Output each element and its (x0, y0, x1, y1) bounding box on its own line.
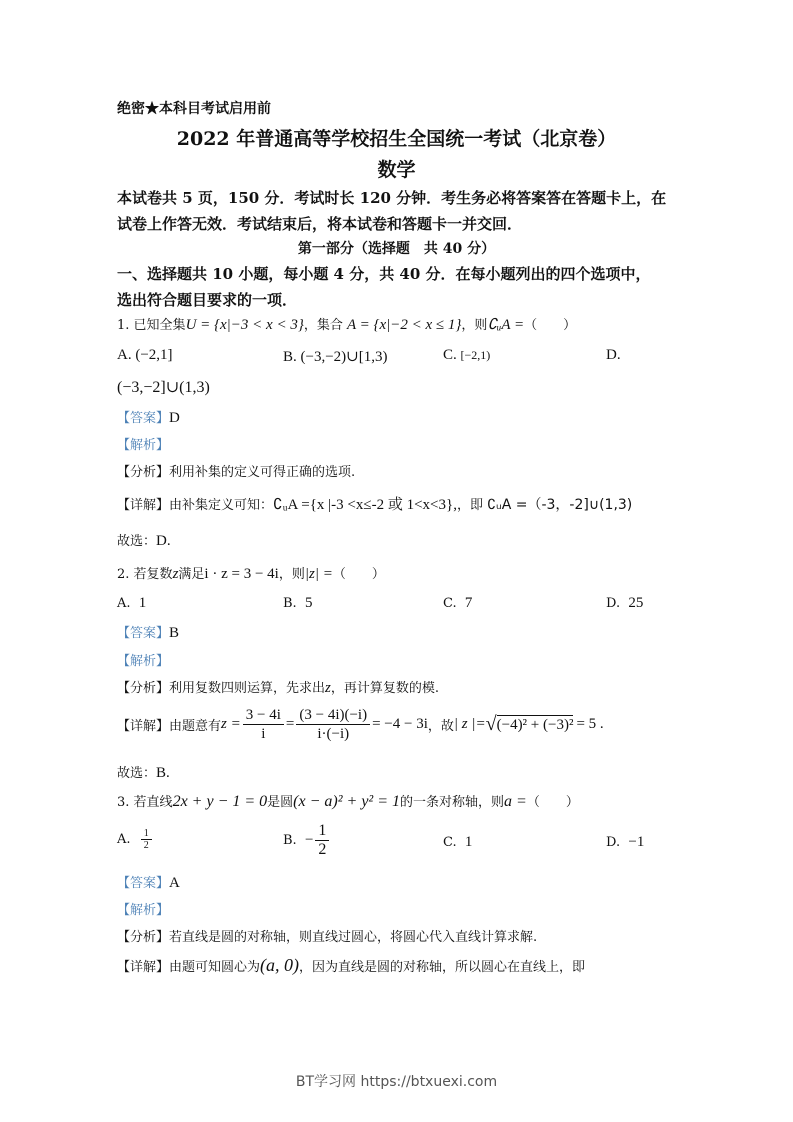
exam-title: 2022 年普通高等学校招生全国统一考试（北京卷） (176, 128, 617, 150)
fraction-numerator: (3 − 4i)(−i) (296, 706, 370, 725)
fenxi-row (117, 461, 355, 480)
stem-text: 的一条对称轴，则 (400, 795, 505, 810)
option-key: B. (283, 596, 297, 611)
answer-paren: （ ） (526, 795, 579, 810)
fenxi-text: 利用补集的定义可得正确的选项. (169, 465, 356, 480)
analysis-label: 【解析】 (117, 438, 170, 453)
choose-value: B. (156, 765, 170, 781)
line-equation: 2x + y − 1 = 0 (172, 793, 268, 810)
instructions-line-2: 试卷上作答无效．考试结束后，将本试卷和答题卡一并交回． (117, 215, 523, 233)
option-c (443, 595, 472, 612)
option-key: D. (606, 596, 621, 611)
fenxi-label: 【分析】 (117, 930, 170, 945)
option-key: B. (283, 833, 297, 848)
modulus-expr: | z |= (453, 716, 486, 732)
fraction-denominator: i (261, 726, 266, 742)
stem-text: ，则 (278, 567, 305, 582)
part-title: 第一部分（选择题 共 40 分） (297, 241, 496, 257)
circle-equation: (x − a)² + y² = 1 (293, 793, 401, 810)
question-number: 1. (117, 318, 130, 333)
option-value: −1 (628, 834, 645, 850)
circle-center-expr: (a, 0) (260, 955, 300, 975)
answer-paren: （ ） (524, 318, 577, 333)
option-value: (−3,−2)∪[1,3) (300, 349, 388, 365)
answer-label: 【答案】 (117, 411, 170, 426)
variable-a: a = (504, 793, 527, 810)
set-a-expr: A = {x|−2 < x ≤ 1} (346, 317, 462, 333)
option-c (443, 834, 472, 851)
question-3-stem (117, 791, 579, 811)
detail-text: ，故 (427, 719, 454, 734)
detail-text: ，即 (456, 498, 483, 513)
fenxi-label: 【分析】 (117, 681, 170, 696)
option-fraction (141, 828, 152, 851)
option-b (283, 347, 387, 366)
answer-paren: （ ） (332, 567, 385, 582)
fraction-1 (243, 706, 284, 743)
question-2-stem (117, 563, 385, 583)
option-value: 7 (464, 595, 473, 611)
answer-row (117, 872, 180, 892)
detail-row: 【详解】 由题意有 z = $\frac{3 - 4i}{i}$ = $\frac{(3 - 4i)(-i)}{i\cdot(-i)}$ = −4 − 3i ，故 | z |= √ (−4)² + (−3)² = 5 . (117, 707, 604, 742)
sqrt-body: (−4)² + (−3)² (496, 717, 574, 733)
variable-z: z = (221, 716, 241, 732)
result-expr: = −4 − 3i (372, 716, 428, 732)
fraction-denominator: 2 (143, 840, 149, 851)
detail-text: 由补集定义可知： (169, 498, 274, 513)
fraction-denominator: i·(−i) (317, 726, 350, 742)
fraction-numerator: 3 − 4i (243, 706, 284, 725)
option-c (443, 347, 490, 364)
detail-row (117, 493, 632, 514)
fenxi-text: ，再计算复数的模. (330, 681, 440, 696)
answer-row (117, 407, 180, 427)
option-d-key: D. (606, 347, 621, 363)
detail-text: ，因为直线是圆的对称轴，所以圆心在直线上，即 (299, 960, 586, 975)
answer-label: 【答案】 (117, 626, 170, 641)
option-key: C. (443, 835, 457, 850)
question-1-stem (117, 314, 576, 334)
option-d (606, 834, 644, 851)
question-number: 2. (117, 567, 130, 582)
option-a (117, 595, 146, 612)
stem-text: 已知全集 (133, 318, 186, 333)
option-value: 5 (304, 595, 313, 611)
option-key: C. (443, 347, 457, 363)
section-line-1: 一、选择题共 10 小题，每小题 4 分，共 40 分．在每小题列出的四个选项中， (117, 265, 651, 283)
modulus-expr: |z| = (304, 566, 333, 582)
option-b (283, 595, 312, 612)
final-result: = 5 . (576, 716, 604, 732)
answer-value: A (169, 875, 180, 891)
stem-text: ，则 (461, 318, 488, 333)
option-value: [−2,1) (460, 348, 491, 362)
answer-value: D (169, 410, 180, 426)
section-line-2: 选出符合题目要求的一项． (117, 291, 298, 309)
option-key: A. (117, 596, 131, 611)
variable-z: z (172, 566, 179, 582)
fenxi-text: 利用复数四则运算，先求出 (169, 681, 326, 696)
option-d (606, 595, 643, 612)
option-a (117, 347, 173, 364)
option-value: (−2,1] (135, 347, 173, 363)
choose-label: 故选： (117, 534, 157, 549)
footer-watermark: BT学习网 https://btxuexi.com (295, 1074, 498, 1090)
stem-text: 满足 (178, 567, 205, 582)
option-key: D. (606, 835, 621, 850)
detail-expr-2: ∁ᵤA =（-3，-2]∪(1,3) (487, 497, 633, 513)
confidential-notice: 绝密★本科目考试启用前 (117, 101, 271, 117)
option-fraction (315, 822, 329, 859)
choose-row (117, 530, 171, 550)
choose-label: 故选： (117, 766, 157, 781)
option-key: B. (283, 349, 297, 365)
detail-text: 由题可知圆心为 (169, 960, 261, 975)
option-d-value: (−3,−2]∪(1,3) (117, 379, 210, 396)
stem-text: 若直线 (133, 795, 173, 810)
question-number: 3. (117, 795, 130, 810)
option-sign: − (304, 832, 314, 848)
variable-z: z (325, 680, 331, 696)
option-value: 25 (628, 595, 644, 611)
option-value: 1 (464, 834, 473, 850)
fenxi-label: 【分析】 (117, 465, 170, 480)
fraction-denominator: 2 (318, 841, 327, 858)
fraction-2 (296, 706, 370, 743)
detail-expr-1: ∁ᵤA ={x |-3 <x≤-2 或 1<x<3}, (273, 497, 457, 513)
option-key: C. (443, 596, 457, 611)
fraction-numerator: 1 (315, 822, 329, 841)
option-a (117, 828, 154, 851)
detail-label: 【详解】 (117, 719, 170, 734)
answer-label: 【答案】 (117, 876, 170, 891)
option-value: 1 (138, 595, 147, 611)
option-b (283, 822, 331, 859)
option-key: A. (117, 347, 132, 363)
analysis-label: 【解析】 (117, 903, 170, 918)
stem-text: 是圆 (267, 795, 294, 810)
set-u-expr: U = {x|−3 < x < 3} (185, 317, 304, 333)
choose-value: D. (156, 533, 171, 549)
option-key: A. (117, 832, 131, 847)
complement-expr: ∁ᵤA = (487, 317, 525, 333)
fenxi-row (117, 677, 439, 697)
instructions-line-1: 本试卷共 5 页，150 分．考试时长 120 分钟．考生务必将答案答在答题卡上，在 (117, 189, 667, 207)
answer-row (117, 622, 179, 642)
detail-label: 【详解】 (117, 960, 170, 975)
stem-text: 若复数 (133, 567, 173, 582)
detail-label: 【详解】 (117, 498, 170, 513)
answer-value: B (169, 625, 180, 641)
choose-row (117, 762, 170, 782)
analysis-label: 【解析】 (117, 654, 170, 669)
fenxi-text: 若直线是圆的对称轴，则直线过圆心，将圆心代入直线计算求解. (169, 930, 538, 945)
subject-title: 数学 (377, 159, 416, 181)
detail-row (117, 955, 585, 976)
stem-text: ，集合 (303, 318, 343, 333)
fraction-numerator: 1 (141, 828, 152, 840)
fenxi-row (117, 926, 537, 945)
equation-expr: i · z = 3 − 4i (204, 566, 279, 582)
detail-text: 由题意有 (169, 719, 222, 734)
